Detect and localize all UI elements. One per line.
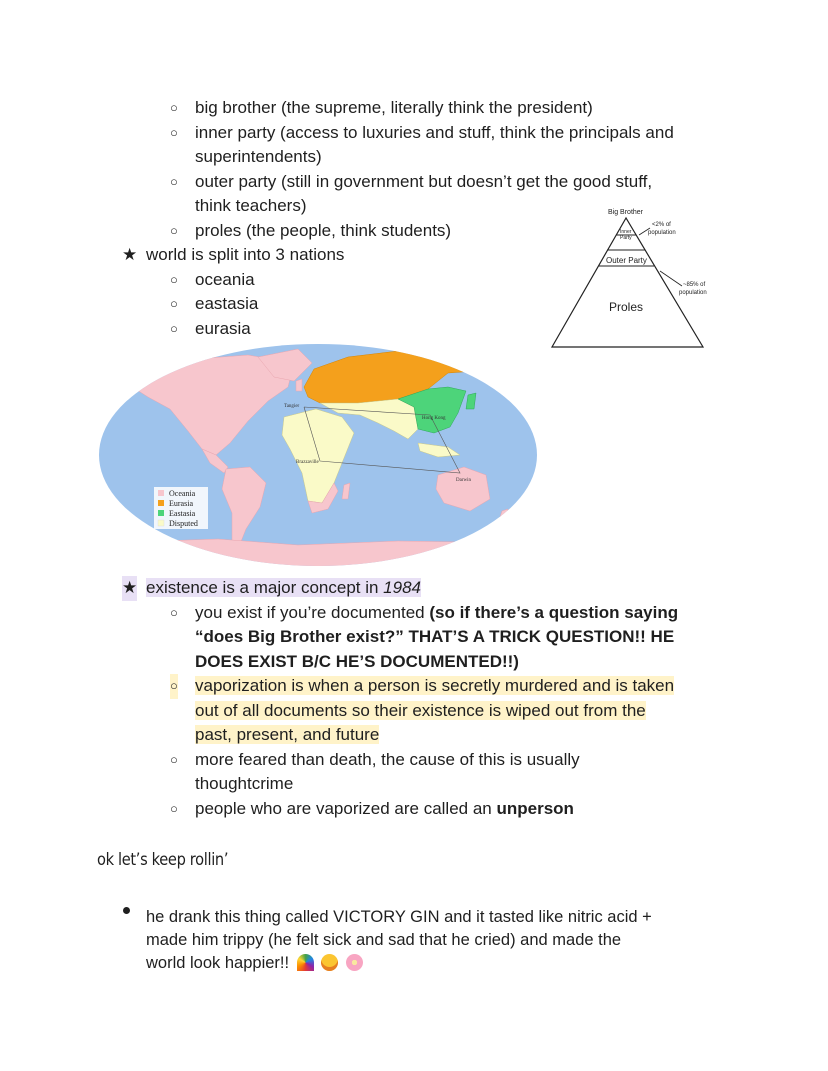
- unperson-bold: unperson: [496, 799, 574, 818]
- nation-eurasia: eurasia: [195, 319, 251, 338]
- documented-plain: you exist if you’re documented: [195, 603, 430, 622]
- circle-bullet-icon: ○: [170, 321, 178, 336]
- feared-line-1: more feared than death, the cause of this is usually: [195, 750, 580, 769]
- existence-heading: [146, 576, 421, 601]
- vaporization-line-2: [195, 699, 646, 724]
- party-item-outer-party: outer party (still in government but doesn’t get the good stuff,: [195, 172, 653, 191]
- pyramid-note-bottom-2: population: [679, 290, 707, 296]
- circle-bullet-icon: ○: [170, 605, 178, 620]
- star-bullet-icon: ★: [122, 245, 138, 264]
- pyramid-inner-label-1: Inner: [620, 229, 632, 235]
- existence-heading-text: existence is a major concept in: [146, 578, 384, 597]
- party-item-inner-party-cont: superintendents): [195, 147, 322, 166]
- legend-label-eastasia: Eastasia: [169, 509, 196, 518]
- circle-bullet-icon: ○: [170, 296, 178, 311]
- documented-line-1: [195, 601, 678, 626]
- party-item-big-brother: big brother (the supreme, literally think the president): [195, 98, 593, 117]
- party-item-outer-party-cont: think teachers): [195, 196, 307, 215]
- world-heading: world is split into 3 nations: [146, 245, 345, 264]
- circle-bullet-icon: ○: [170, 174, 178, 189]
- documented-bold-1: (so if there’s a question saying: [429, 603, 679, 622]
- map-place-hong-kong: Hong Kong: [422, 416, 446, 421]
- party-item-proles: proles (the people, think students): [195, 221, 452, 240]
- legend-swatch-disputed: [158, 520, 164, 526]
- party-pyramid-diagram: [548, 204, 718, 350]
- map-legend: [154, 487, 208, 529]
- gin-line-2: made him trippy (he felt sick and sad that he cried) and made the: [146, 931, 622, 949]
- pyramid-note-top-2: population: [648, 230, 676, 236]
- party-item-inner-party: inner party (access to luxuries and stuff, think the principals and: [195, 123, 674, 142]
- map-place-tangier: Tangier: [284, 404, 300, 409]
- rainbow-emoji: [297, 954, 314, 971]
- pyramid-note-bottom-1: ~85% of: [683, 282, 706, 288]
- legend-swatch-oceania: [158, 490, 164, 496]
- circle-bullet-icon: ○: [170, 752, 178, 767]
- laughing-emoji: [321, 954, 338, 971]
- legend-label-oceania: Oceania: [169, 489, 196, 498]
- circle-bullet-icon: ○: [170, 674, 178, 699]
- legend-label-disputed: Disputed: [169, 519, 198, 528]
- cherry-blossom-emoji: [346, 954, 363, 971]
- pyramid-inner-label-2: Party: [620, 235, 632, 241]
- gin-line-3: [146, 952, 363, 975]
- circle-bullet-icon: ○: [170, 272, 178, 287]
- unperson-line: [195, 797, 574, 822]
- map-place-brazzaville: Brazzaville: [296, 460, 319, 465]
- vaporization-text-3: past, present, and future: [195, 725, 380, 744]
- circle-bullet-icon: ○: [170, 223, 178, 238]
- pyramid-top-label: Big Brother: [608, 209, 644, 216]
- unperson-plain: people who are vaporized are called an: [195, 799, 497, 818]
- legend-label-eurasia: Eurasia: [169, 499, 193, 508]
- disc-bullet-icon: [123, 907, 130, 914]
- circle-bullet-icon: ○: [170, 125, 178, 140]
- documented-bold-2: “does Big Brother exist?” THAT’S A TRICK QUESTION!! HE: [195, 627, 675, 646]
- land-uk: [296, 379, 302, 391]
- pyramid-outer-label: Outer Party: [606, 256, 647, 265]
- nation-oceania: oceania: [195, 270, 255, 289]
- pyramid-note-top-1: <2% of: [652, 222, 671, 228]
- vaporization-text-1: vaporization is when a person is secretly murdered and is taken: [195, 676, 675, 695]
- legend-swatch-eurasia: [158, 500, 164, 506]
- documented-bold-3: DOES EXIST B/C HE’S DOCUMENTED!!): [195, 652, 519, 671]
- world-map-1984: [98, 343, 540, 568]
- map-place-darwin: Darwin: [456, 478, 471, 483]
- star-bullet-icon: ★: [122, 576, 137, 601]
- legend-swatch-eastasia: [158, 510, 164, 516]
- pyramid-base-label: Proles: [609, 300, 644, 314]
- vaporization-line-1: [195, 674, 674, 699]
- feared-line-2: thoughtcrime: [195, 774, 294, 793]
- handwritten-heading: ok let’s keep rollin’: [97, 850, 229, 870]
- nation-eastasia: eastasia: [195, 294, 259, 313]
- vaporization-line-3: [195, 723, 379, 748]
- circle-bullet-icon: ○: [170, 100, 178, 115]
- gin-line-1: he drank this thing called VICTORY GIN and it tasted like nitric acid +: [146, 908, 652, 926]
- vaporization-text-2: out of all documents so their existence is wiped out from the: [195, 701, 646, 720]
- circle-bullet-icon: ○: [170, 801, 178, 816]
- existence-heading-title: 1984: [383, 578, 421, 597]
- gin-line-3-text: world look happier!!: [146, 954, 290, 972]
